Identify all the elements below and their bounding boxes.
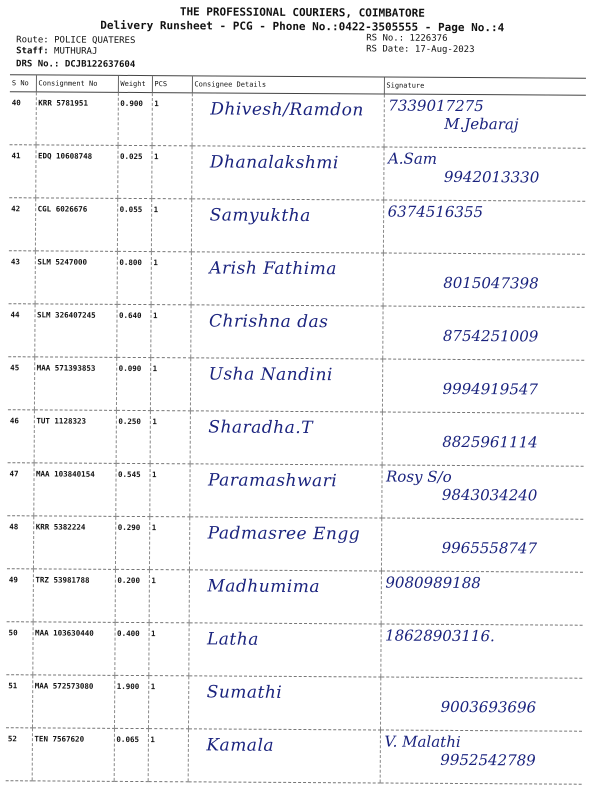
- cell-sno: 42: [9, 198, 35, 251]
- cell-consignee-details: [190, 305, 382, 359]
- cell-consignee-details: [188, 623, 380, 677]
- cell-weight: 0.200: [115, 569, 149, 622]
- cell-pcs: 1: [149, 517, 189, 570]
- cell-consignment-no: KRR 5382224: [33, 516, 115, 569]
- cell-consignee-details: [190, 358, 382, 412]
- cell-consignee-details: [190, 411, 382, 465]
- rs-date-label: RS Date:: [366, 44, 410, 55]
- cell-consignee-details: [189, 464, 381, 518]
- col-header-signature: Signature: [384, 77, 586, 95]
- cell-sno: 49: [7, 569, 33, 622]
- cell-consignment-no: KRR 5781951: [36, 92, 118, 145]
- signature-text: 18628903116.: [385, 626, 495, 646]
- drs-line: [16, 59, 135, 70]
- table-row: [6, 728, 582, 785]
- table-row: [8, 304, 584, 361]
- table-row: [8, 357, 584, 414]
- table-row: [7, 569, 583, 626]
- cell-signature: [381, 571, 583, 625]
- signature-text: 9080989188: [385, 573, 481, 593]
- cell-consignment-no: MAA 103840154: [33, 463, 115, 516]
- signature-phone: 8015047398: [443, 273, 539, 293]
- cell-consignee-details: [191, 252, 383, 306]
- consignee-name-handwritten: Padmasree Engg: [207, 523, 361, 545]
- cell-weight: 0.025: [117, 145, 151, 198]
- consignee-name-handwritten: Dhanalakshmi: [209, 152, 339, 174]
- cell-sno: 46: [8, 410, 34, 463]
- cell-signature: [382, 359, 584, 413]
- route-line: [16, 35, 135, 46]
- col-header-consignment: Consignment No: [36, 75, 118, 93]
- table-row: [9, 251, 585, 308]
- cell-sno: 45: [8, 357, 34, 410]
- cell-consignment-no: MAA 572573080: [32, 675, 114, 728]
- consignee-name-handwritten: Usha Nandini: [208, 364, 333, 386]
- cell-signature: [380, 677, 582, 731]
- cell-signature: [383, 200, 585, 254]
- staff-value: MUTHURAJ: [54, 46, 98, 57]
- cell-pcs: 1: [151, 146, 191, 199]
- cell-pcs: 1: [150, 305, 190, 358]
- cell-pcs: 1: [149, 464, 189, 517]
- col-header-weight: Weight: [118, 75, 152, 92]
- cell-weight: 1.900: [114, 675, 148, 728]
- table-row: [6, 675, 582, 732]
- cell-consignee-details: [189, 570, 381, 624]
- consignee-name-handwritten: Samyuktha: [209, 205, 311, 227]
- cell-sno: 44: [8, 304, 34, 357]
- route-value: POLICE QUATERES: [54, 35, 136, 46]
- cell-consignee-details: [192, 93, 384, 147]
- consignee-name-handwritten: Arish Fathima: [209, 258, 338, 280]
- table-row: [8, 410, 584, 467]
- cell-sno: 50: [6, 622, 32, 675]
- cell-signature: [380, 624, 582, 678]
- consignee-name-handwritten: Kamala: [206, 735, 275, 756]
- runsheet-table: [6, 74, 586, 785]
- cell-weight: 0.900: [118, 92, 152, 145]
- consignee-name-handwritten: Sumathi: [206, 682, 283, 703]
- cell-weight: 0.090: [116, 357, 150, 410]
- rs-date-value: 17-Aug-2023: [414, 44, 475, 56]
- signature-phone: M.Jebaraj: [444, 114, 519, 134]
- cell-pcs: 1: [149, 570, 189, 623]
- cell-consignment-no: SLM 326407245: [34, 304, 116, 357]
- cell-sno: 48: [7, 516, 33, 569]
- cell-consignment-no: TUT 1128323: [34, 410, 116, 463]
- cell-consignment-no: TRZ 53981788: [33, 569, 115, 622]
- consignee-name-handwritten: Madhumima: [207, 576, 321, 598]
- cell-consignment-no: MAA 571393853: [34, 357, 116, 410]
- cell-signature: [383, 253, 585, 307]
- cell-consignment-no: CGL 6026676: [35, 198, 117, 251]
- signature-phone: 9994919547: [442, 379, 539, 399]
- table-row: [9, 145, 585, 202]
- consignee-name-handwritten: Sharadha.T: [208, 417, 314, 439]
- cell-weight: 0.055: [117, 198, 151, 251]
- cell-consignee-details: [189, 517, 381, 571]
- cell-consignment-no: EDQ 10608748: [35, 145, 117, 198]
- cell-weight: 0.545: [115, 463, 149, 516]
- company-title: THE PROFESSIONAL COURIERS, COIMBATORE: [179, 5, 425, 20]
- cell-pcs: 1: [152, 93, 192, 146]
- cell-signature: [384, 94, 586, 148]
- cell-sno: 52: [6, 728, 32, 781]
- cell-weight: 0.400: [114, 622, 148, 675]
- col-header-sno: S No: [10, 75, 36, 92]
- cell-pcs: 1: [148, 623, 188, 676]
- consignee-name-handwritten: Dhivesh/Ramdon: [210, 99, 364, 121]
- cell-signature: [381, 465, 583, 519]
- cell-pcs: 1: [151, 252, 191, 305]
- route-label: Route:: [16, 35, 49, 46]
- consignee-name-handwritten: Paramashwari: [207, 470, 338, 492]
- cell-weight: 0.640: [116, 304, 150, 357]
- table-row: [9, 198, 585, 255]
- rs-date-line: [366, 44, 474, 55]
- runsheet-subtitle: Delivery Runsheet - PCG - Phone No.:0422-3505555 - Page No.:4: [100, 18, 505, 35]
- staff-label: Staff:: [16, 46, 49, 57]
- col-header-pcs: PCS: [152, 76, 192, 93]
- cell-signature: [380, 730, 582, 784]
- signature-text: V. Malathi: [384, 732, 461, 751]
- consignee-name-handwritten: Chrishna das: [208, 311, 329, 333]
- cell-consignee-details: [188, 729, 380, 783]
- signature-phone: 9942013330: [443, 167, 540, 187]
- signature-phone: 8825961114: [442, 432, 538, 452]
- cell-consignee-details: [191, 146, 383, 200]
- signature-phone: 9965558747: [441, 538, 538, 558]
- cell-sno: 43: [9, 251, 35, 304]
- table-row: [6, 622, 582, 679]
- rs-no-label: RS No.:: [366, 33, 405, 44]
- cell-signature: [381, 518, 583, 572]
- cell-signature: [382, 412, 584, 466]
- cell-pcs: 1: [150, 358, 190, 411]
- cell-consignment-no: MAA 103630440: [32, 622, 114, 675]
- staff-line: [16, 46, 97, 56]
- drs-label: DRS No.:: [16, 59, 60, 70]
- signature-phone: 9952542789: [440, 750, 536, 770]
- cell-consignee-details: [188, 676, 380, 730]
- rs-no-value: 1226376: [409, 33, 448, 44]
- cell-signature: [383, 147, 585, 201]
- cell-consignment-no: TEN 7567620: [32, 728, 114, 781]
- cell-sno: 40: [10, 92, 36, 145]
- cell-sno: 47: [7, 463, 33, 516]
- rs-no-line: [366, 33, 447, 43]
- cell-weight: 0.800: [117, 251, 151, 304]
- signature-text: 6374516355: [387, 202, 484, 222]
- cell-pcs: 1: [148, 729, 188, 782]
- cell-pcs: 1: [151, 199, 191, 252]
- signature-text: Rosy S/o: [385, 467, 452, 486]
- cell-consignment-no: SLM 5247000: [35, 251, 117, 304]
- signature-text: 7339017275: [388, 96, 484, 116]
- cell-weight: 0.290: [115, 516, 149, 569]
- col-header-consignee: Consignee Details: [192, 76, 384, 94]
- cell-sno: 41: [9, 145, 35, 198]
- table-row: [10, 92, 586, 149]
- signature-phone: 8754251009: [442, 326, 539, 346]
- signature-phone: 9003693696: [440, 697, 537, 717]
- signature-text: A.Sam: [387, 149, 438, 168]
- signature-phone: 9843034240: [441, 485, 538, 505]
- cell-weight: 0.250: [116, 410, 150, 463]
- consignee-name-handwritten: Latha: [206, 629, 259, 650]
- cell-signature: [382, 306, 584, 360]
- cell-pcs: 1: [148, 676, 188, 729]
- drs-value: DCJB122637604: [64, 59, 136, 70]
- cell-weight: 0.065: [114, 728, 148, 781]
- cell-pcs: 1: [150, 411, 190, 464]
- cell-sno: 51: [6, 675, 32, 728]
- cell-consignee-details: [191, 199, 383, 253]
- table-row: [7, 463, 583, 520]
- table-row: [7, 516, 583, 573]
